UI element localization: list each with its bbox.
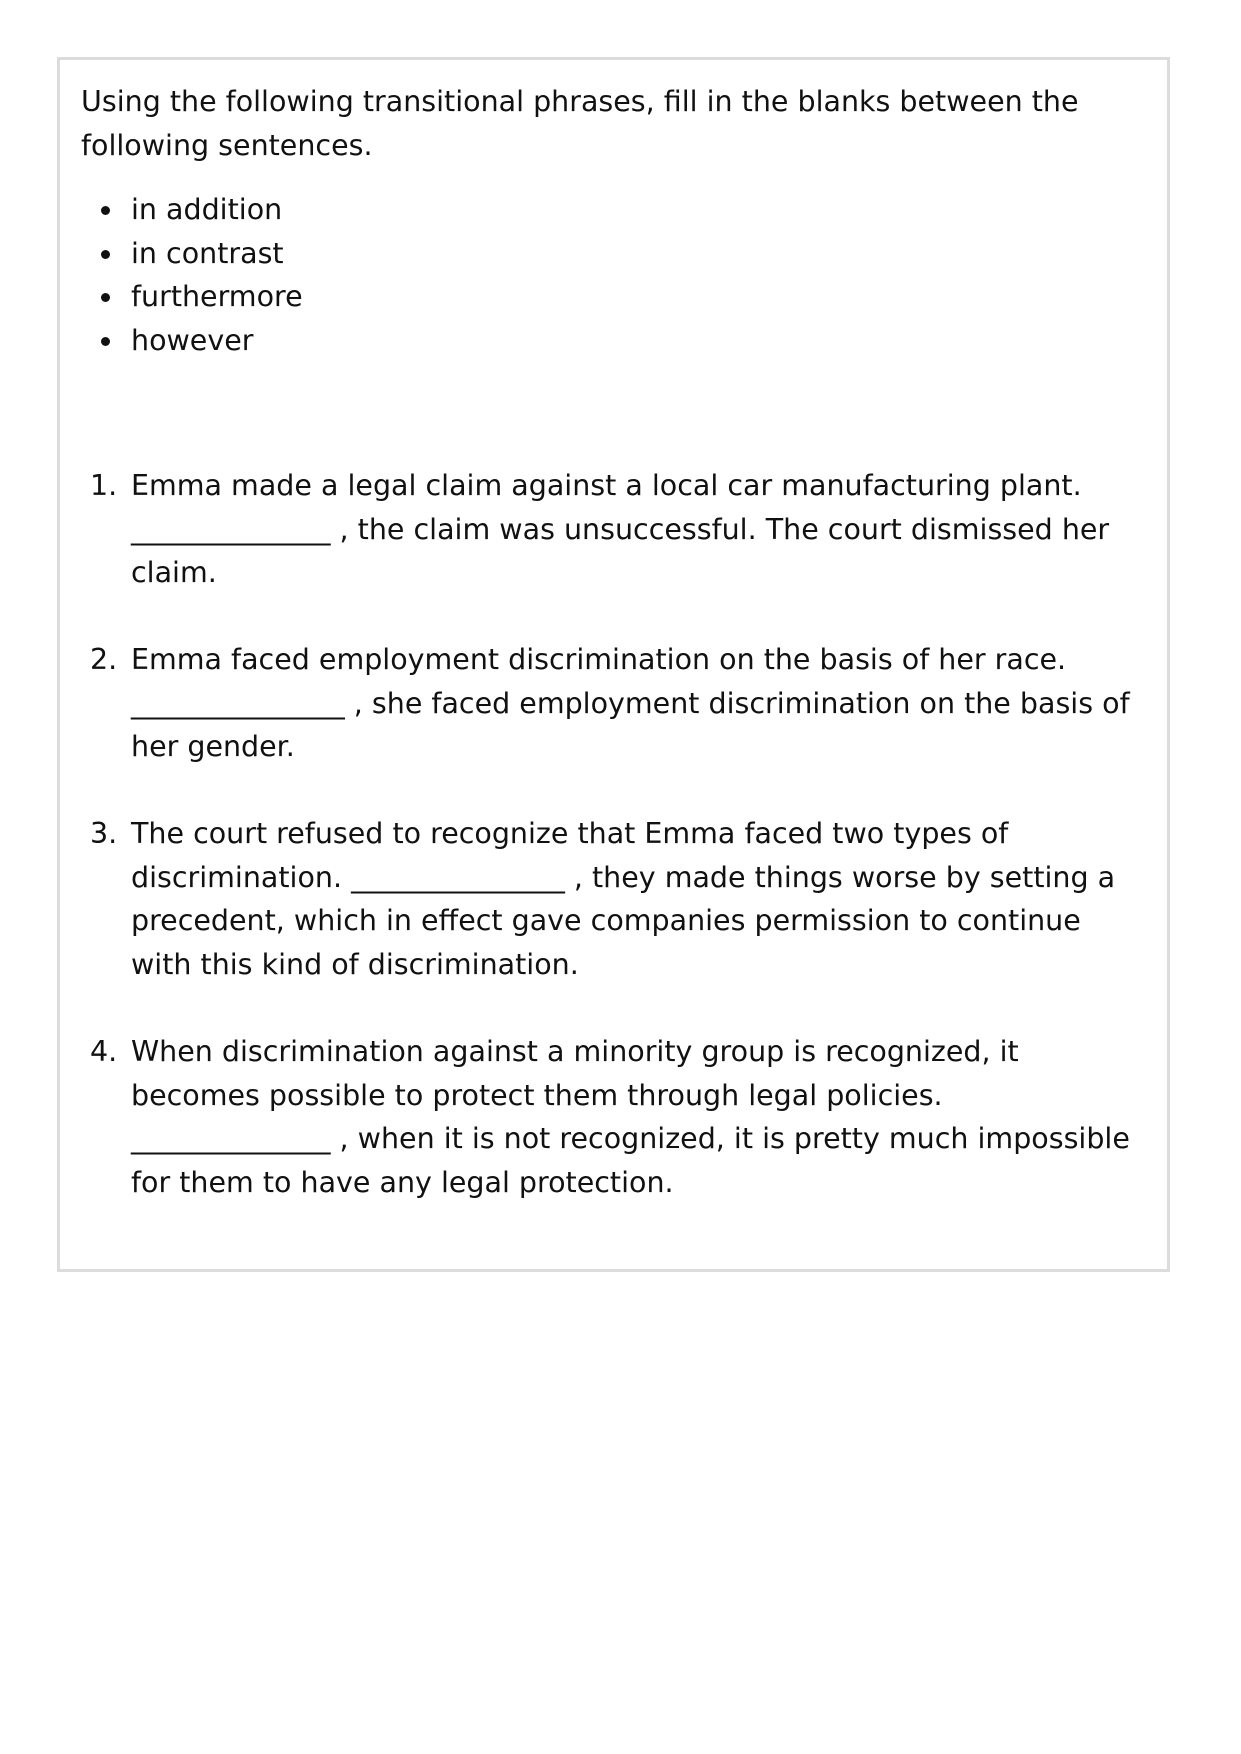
bullet-icon — [101, 337, 110, 346]
transitional-phrases-list — [81, 188, 303, 362]
question-number: 4. — [90, 1035, 118, 1068]
question-number: 1. — [90, 469, 118, 502]
question-text: Emma faced employment discrimination on the basis of her race. _______________ , she faced employment discrimination on the basis of her gender. — [131, 643, 1130, 763]
question-number: 2. — [90, 643, 118, 676]
phrase-label: furthermore — [131, 280, 303, 313]
phrase-label: in contrast — [131, 236, 284, 270]
bullet-icon — [101, 293, 110, 302]
bullet-icon — [101, 250, 110, 259]
phrase-item — [81, 232, 303, 276]
phrase-label: however — [131, 323, 254, 357]
phrase-item — [81, 319, 303, 363]
phrase-item — [81, 188, 303, 232]
question-text: The court refused to recognize that Emma faced two types of discrimination. _______________ , they made things worse by setting a precedent, which in effect gave companies permission to continue with this kind of discrimination. — [131, 817, 1116, 981]
question-number: 3. — [90, 817, 118, 850]
instructions-text: Using the following transitional phrases, fill in the blanks between the following sentences. — [81, 85, 1079, 162]
bullet-icon — [101, 206, 110, 215]
phrase-label: in addition — [131, 193, 283, 226]
question-text: When discrimination against a minority group is recognized, it becomes possible to protect them through legal policies. ______________ , when it is not recognized, it is pretty much impossible for them to have any legal protection. — [131, 1035, 1130, 1199]
question-text: Emma made a legal claim against a local car manufacturing plant. ______________ , the claim was unsuccessful. The court dismissed her claim. — [131, 469, 1110, 589]
worksheet-card — [57, 57, 1170, 1272]
phrase-item — [81, 275, 303, 319]
